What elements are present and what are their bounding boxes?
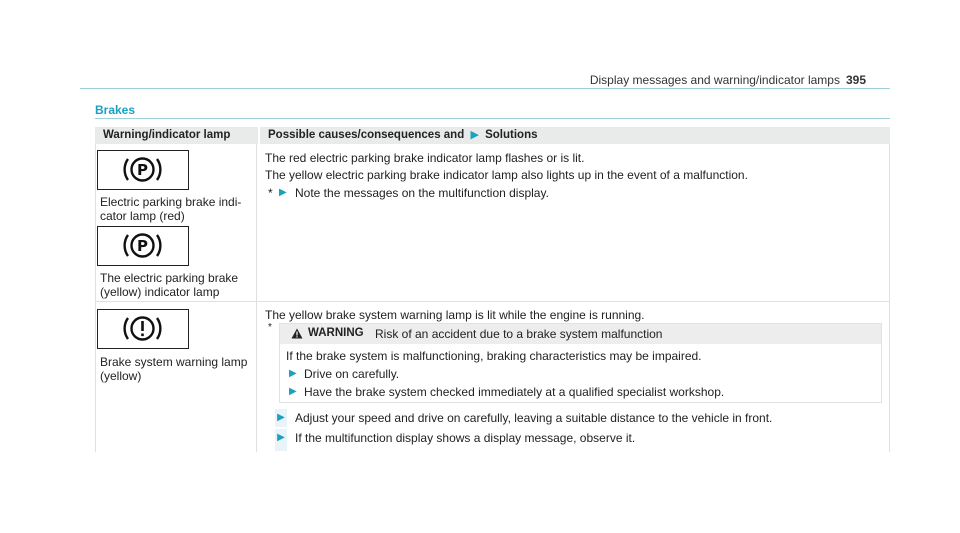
- lamp2-label-line1: The electric parking brake: [100, 271, 239, 285]
- row1-asterisk: *: [268, 186, 273, 200]
- table-column-divider: [256, 144, 257, 452]
- warning-triangle-icon: [291, 328, 303, 339]
- play-arrow-icon: ▶: [289, 368, 297, 379]
- warning-box: [279, 323, 882, 403]
- lamp3-label-line1: Brake system warning lamp: [100, 355, 248, 369]
- table-row-divider: [95, 301, 890, 302]
- warning-title: Risk of an accident due to a brake system malfunction: [375, 327, 663, 341]
- lamp3-label: [100, 355, 250, 383]
- warning-body: If the brake system is malfunctioning, braking characteristics may be impaired.: [286, 349, 702, 363]
- parking-brake-icon: [97, 150, 189, 190]
- svg-text:P: P: [137, 161, 148, 179]
- table-right-border: [889, 144, 890, 452]
- lamp1-label: [100, 195, 250, 223]
- play-arrow-icon: ▶: [289, 386, 297, 397]
- play-arrow-icon: ▶: [279, 187, 287, 198]
- lamp3-label-line2: (yellow): [100, 369, 142, 383]
- play-arrow-icon: ▶: [275, 429, 287, 451]
- play-arrow-icon: ▶: [470, 129, 479, 141]
- brake-warning-icon: [97, 309, 189, 349]
- svg-text:P: P: [137, 237, 148, 255]
- lamp1-label-line2: cator lamp (red): [100, 209, 185, 223]
- row2-step-2: If the multifunction display shows a display message, observe it.: [295, 431, 636, 445]
- column-header-lamp: Warning/indicator lamp: [95, 127, 258, 144]
- column-header-solutions-text: Solutions: [485, 129, 538, 141]
- row1-line1: The red electric parking brake indicator lamp flashes or is lit.: [265, 151, 585, 165]
- row2-line1: The yellow brake system warning lamp is lit while the engine is running.: [265, 308, 645, 322]
- warning-header: [280, 324, 881, 344]
- lamp2-label: [100, 271, 250, 299]
- section-rule: [95, 118, 890, 119]
- section-title: Brakes: [95, 103, 136, 117]
- header-title: Display messages and warning/indicator lamps: [589, 73, 840, 87]
- header-rule: [80, 88, 890, 89]
- column-header-causes-text: Possible causes/consequences and: [268, 129, 465, 141]
- row1-line2: The yellow electric parking brake indicator lamp also lights up in the event of a malfunction.: [265, 168, 748, 182]
- row1-step: Note the messages on the multifunction display.: [295, 186, 549, 200]
- page-header: [590, 73, 866, 87]
- table-left-border: [95, 144, 96, 452]
- warning-word: WARNING: [308, 327, 364, 339]
- warning-step-2: Have the brake system checked immediately at a qualified specialist workshop.: [304, 385, 725, 399]
- parking-brake-icon: [97, 226, 189, 266]
- column-header-causes: [260, 127, 890, 144]
- lamp2-label-line2: (yellow) indicator lamp: [100, 285, 220, 299]
- warning-step-1: Drive on carefully.: [304, 367, 400, 381]
- play-arrow-icon: ▶: [275, 409, 287, 427]
- lamp1-label-line1: Electric parking brake indi-: [100, 195, 242, 209]
- row2-step-1: Adjust your speed and drive on carefully, leaving a suitable distance to the vehicle in front.: [295, 411, 773, 425]
- row2-asterisk: *: [268, 322, 272, 333]
- page-number: 395: [845, 73, 866, 87]
